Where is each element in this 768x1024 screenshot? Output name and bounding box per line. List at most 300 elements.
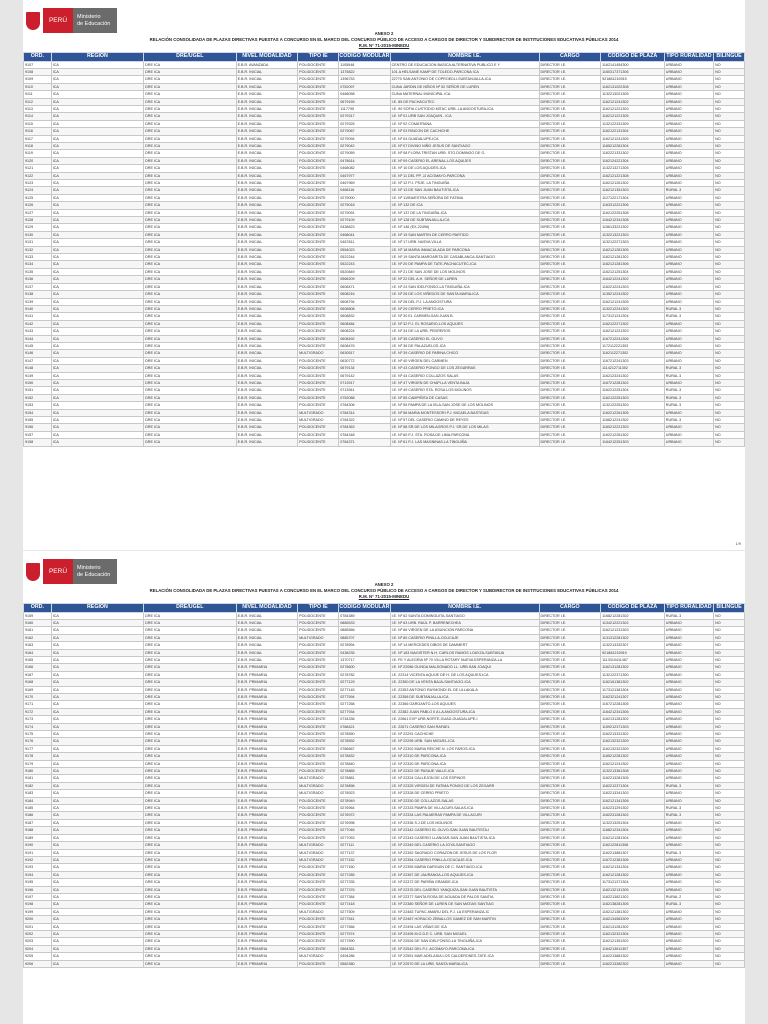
cell-region: ICA bbox=[51, 120, 143, 127]
cell-tipo-ruralidad: URBANO bbox=[664, 231, 713, 238]
cell-nivel-modalidad: E.B.R. INICIAL bbox=[236, 656, 298, 663]
cell-tipo-ie: POLIDOCENTE bbox=[298, 283, 339, 290]
cell-codigo-plaza: 1162121221303 bbox=[601, 328, 665, 335]
cell-nombre-ie: I.E. Nº 26 DE LOS VIÑEDOS DE SANTA MARIA-ICA bbox=[390, 291, 539, 298]
table-row bbox=[24, 150, 745, 157]
cell-codigo-modular: 1117795 bbox=[339, 105, 390, 112]
cell-codigo-plaza: 1162112271302 bbox=[601, 350, 665, 357]
cell-region: ICA bbox=[51, 113, 143, 120]
cell-tipo-ruralidad: URBANO bbox=[664, 342, 713, 349]
cell-tipo-ie: POLIDOCENTE bbox=[298, 819, 339, 826]
cell-nombre-ie: I.E. Nº 22495 M.G.D.E C. URB. SAN MIGUEL bbox=[390, 930, 539, 937]
cell-dre-ugel: DRE ICA bbox=[144, 142, 236, 149]
cell-region: ICA bbox=[51, 812, 143, 819]
column-header-codigo-plaza: CODIGO DE PLAZA bbox=[601, 604, 665, 613]
cell-tipo-ie: POLIDOCENTE bbox=[298, 938, 339, 945]
cell-codigo-modular: 0277934 bbox=[339, 708, 390, 715]
cell-bilingue: NO bbox=[714, 627, 745, 634]
cell-tipo-ruralidad: URBANO bbox=[664, 819, 713, 826]
cell-region: ICA bbox=[51, 239, 143, 246]
cell-codigo-plaza: 1132122251303 bbox=[601, 402, 665, 409]
cell-dre-ugel: DRE ICA bbox=[144, 930, 236, 937]
cell-tipo-ruralidad: RURAL 3 bbox=[664, 805, 713, 812]
cell-dre-ugel: DRE ICA bbox=[144, 113, 236, 120]
cell-bilingue: NO bbox=[714, 313, 745, 320]
cell-tipo-ie: POLIDOCENTE bbox=[298, 128, 339, 135]
cell-region: ICA bbox=[51, 790, 143, 797]
resolution-title: R.M. N° 71-2015-MINEDU bbox=[358, 594, 410, 599]
cell-nivel-modalidad: E.B.R. INICIAL bbox=[236, 135, 298, 142]
cell-ord: 9118 bbox=[24, 142, 52, 149]
cell-codigo-modular: 0494286 bbox=[339, 953, 390, 960]
table-row bbox=[24, 782, 745, 789]
cell-tipo-ruralidad: URBANO bbox=[664, 716, 713, 723]
cell-cargo: DIRECTOR I.E. bbox=[539, 424, 601, 431]
cell-ord: 9147 bbox=[24, 357, 52, 364]
cell-codigo-modular: 0278600 bbox=[339, 664, 390, 671]
cell-codigo-plaza: 1162121351303 bbox=[601, 187, 665, 194]
cell-dre-ugel: DRE ICA bbox=[144, 923, 236, 930]
cell-codigo-modular: 0276972 bbox=[339, 812, 390, 819]
cell-cargo: DIRECTOR I.E. bbox=[539, 753, 601, 760]
cell-codigo-modular: 0522243 bbox=[339, 261, 390, 268]
cell-dre-ugel: DRE ICA bbox=[144, 849, 236, 856]
cell-tipo-ruralidad: URBANO bbox=[664, 431, 713, 438]
cell-nombre-ie: I.E. Nº 22324 CALLEJON DE LOS ESPINOS bbox=[390, 775, 539, 782]
cell-nombre-ie: I.E. Nº 132 DE ICA bbox=[390, 202, 539, 209]
cell-cargo: DIRECTOR I.E. bbox=[539, 217, 601, 224]
cell-bilingue: NO bbox=[714, 930, 745, 937]
cell-nombre-ie: I.E. Nº 57 DEL CASERIO CAMINO DE REYES bbox=[390, 417, 539, 424]
cell-bilingue: NO bbox=[714, 91, 745, 98]
cell-nombre-ie: I.E. Nº 22354 CASERIO PINILLA-OCUCAJE-ICA bbox=[390, 856, 539, 863]
cell-bilingue: NO bbox=[714, 901, 745, 908]
cell-ord: 9178 bbox=[24, 753, 52, 760]
cell-nombre-ie: I.E. Nº 63 URB. RAÚL P. BARRENECHEA bbox=[390, 619, 539, 626]
cell-codigo-modular: 0278881 bbox=[339, 775, 390, 782]
cell-codigo-modular: 0277145 bbox=[339, 686, 390, 693]
cell-ord: 9132 bbox=[24, 246, 52, 253]
cell-codigo-modular: 0278865 bbox=[339, 768, 390, 775]
cell-bilingue: NO bbox=[714, 68, 745, 75]
report-title: RELACIÓN CONSOLIDADA DE PLAZAS DIRECTIVAS PUESTAS A CONCURSO EN EL MARCO DEL CONCURSO PÚBLICO DE ACCESO A CARGOS DE DIRECTOR Y SUBDIRECTOR DE INSTITUCIONES EDUCATIVAS PÚBLICAS 2014 bbox=[149, 37, 619, 42]
cell-cargo: DIRECTOR I.E. bbox=[539, 83, 601, 90]
cell-tipo-ie: MULTIGRADO bbox=[298, 350, 339, 357]
table-row bbox=[24, 379, 745, 386]
table-row bbox=[24, 128, 745, 135]
cell-codigo-modular: 1375822 bbox=[339, 68, 390, 75]
document-titles bbox=[23, 582, 745, 600]
cell-region: ICA bbox=[51, 701, 143, 708]
cell-dre-ugel: DRE ICA bbox=[144, 224, 236, 231]
cell-bilingue: NO bbox=[714, 612, 745, 619]
cell-codigo-plaza: 1134212221302 bbox=[601, 619, 665, 626]
cell-tipo-ie: POLIDOCENTE bbox=[298, 439, 339, 446]
cell-ord: 9171 bbox=[24, 701, 52, 708]
table-row bbox=[24, 760, 745, 767]
cell-nivel-modalidad: E.B.R. INICIAL bbox=[236, 627, 298, 634]
cell-codigo-modular: 0277053 bbox=[339, 834, 390, 841]
cell-nivel-modalidad: E.B.R. PRIMARIA bbox=[236, 893, 298, 900]
cell-nombre-ie: I.E. Nº 80 CASERIO PINILLA-OCUCAJE bbox=[390, 634, 539, 641]
cell-codigo-plaza: 1114212711302 bbox=[601, 365, 665, 372]
cell-ord: 9119 bbox=[24, 150, 52, 157]
cell-region: ICA bbox=[51, 716, 143, 723]
cell-dre-ugel: DRE ICA bbox=[144, 901, 236, 908]
cell-nombre-ie: I.E. Nº 14 MERCEDES DIBOS DE DAMMERT bbox=[390, 642, 539, 649]
cell-nivel-modalidad: E.B.R. INICIAL bbox=[236, 402, 298, 409]
cell-dre-ugel: DRE ICA bbox=[144, 194, 236, 201]
cell-nombre-ie: I.E. Nº 30 EL CARMEN-SAN JUAN B. bbox=[390, 313, 539, 320]
cell-tipo-ruralidad: URBANO bbox=[664, 217, 713, 224]
cell-tipo-ruralidad: URBANO bbox=[664, 797, 713, 804]
cell-dre-ugel: DRE ICA bbox=[144, 945, 236, 952]
cell-tipo-ie: POLIDOCENTE bbox=[298, 731, 339, 738]
cell-nombre-ie: I.E. Nº 22320 DE PARCONA-ICA bbox=[390, 760, 539, 767]
column-header-codigo-plaza: CODIGO DE PLAZA bbox=[601, 53, 665, 62]
cell-codigo-modular: 0277566 bbox=[339, 923, 390, 930]
cell-tipo-ruralidad: URBANO bbox=[664, 871, 713, 878]
cell-tipo-ruralidad: URBANO bbox=[664, 224, 713, 231]
cell-dre-ugel: DRE ICA bbox=[144, 960, 236, 967]
cell-tipo-ruralidad: URBANO bbox=[664, 834, 713, 841]
cell-codigo-modular: 0752088 bbox=[339, 394, 390, 401]
cell-tipo-ruralidad: RURAL 3 bbox=[664, 372, 713, 379]
cell-tipo-ruralidad: URBANO bbox=[664, 350, 713, 357]
cell-codigo-plaza: 1162213341303 bbox=[601, 790, 665, 797]
cell-codigo-modular: 0277335 bbox=[339, 879, 390, 886]
cell-codigo-modular: 0713917 bbox=[339, 379, 390, 386]
cell-tipo-ruralidad: RURAL 3 bbox=[664, 901, 713, 908]
cell-codigo-plaza: 1162132321309 bbox=[601, 745, 665, 752]
cell-ord: 9183 bbox=[24, 790, 52, 797]
table-row bbox=[24, 402, 745, 409]
cell-ord: 9142 bbox=[24, 320, 52, 327]
cell-region: ICA bbox=[51, 827, 143, 834]
cell-nivel-modalidad: E.B.R. INICIAL bbox=[236, 209, 298, 216]
cell-nivel-modalidad: E.B.R. INICIAL bbox=[236, 291, 298, 298]
table-row bbox=[24, 953, 745, 960]
cell-codigo-modular: 0788421 bbox=[339, 723, 390, 730]
cell-dre-ugel: DRE ICA bbox=[144, 805, 236, 812]
cell-tipo-ruralidad: URBANO bbox=[664, 379, 713, 386]
cell-dre-ugel: DRE ICA bbox=[144, 172, 236, 179]
table-row bbox=[24, 76, 745, 83]
cell-ord: 9122 bbox=[24, 172, 52, 179]
cell-codigo-plaza: 1162124221304 bbox=[601, 157, 665, 164]
cell-tipo-ie: MULTIGRADO bbox=[298, 790, 339, 797]
cell-bilingue: NO bbox=[714, 246, 745, 253]
cell-bilingue: NO bbox=[714, 365, 745, 372]
cell-tipo-ie: POLIDOCENTE bbox=[298, 105, 339, 112]
table-row bbox=[24, 960, 745, 967]
cell-ord: 9112 bbox=[24, 98, 52, 105]
cell-nombre-ie: I.E. Nº 58 SR.DE LOS MILAGROS P.J. SR.DE LOS MILAG bbox=[390, 424, 539, 431]
cell-codigo-plaza: 1162212261302 bbox=[601, 431, 665, 438]
table-row bbox=[24, 879, 745, 886]
cell-ord: 9204 bbox=[24, 945, 52, 952]
cell-region: ICA bbox=[51, 231, 143, 238]
table-row bbox=[24, 693, 745, 700]
table-row bbox=[24, 239, 745, 246]
cell-tipo-ie: POLIDOCENTE bbox=[298, 357, 339, 364]
cell-codigo-plaza: 1162121251304 bbox=[601, 268, 665, 275]
cell-cargo: DIRECTOR I.E. bbox=[539, 893, 601, 900]
cell-region: ICA bbox=[51, 379, 143, 386]
cell-dre-ugel: DRE ICA bbox=[144, 128, 236, 135]
cell-region: ICA bbox=[51, 916, 143, 923]
cell-ord: 9150 bbox=[24, 379, 52, 386]
cell-ord: 9172 bbox=[24, 708, 52, 715]
cell-tipo-ie: POLIDOCENTE bbox=[298, 291, 339, 298]
cell-nivel-modalidad: E.B.R. PRIMARIA bbox=[236, 945, 298, 952]
cell-nivel-modalidad: E.B.R. PRIMARIA bbox=[236, 953, 298, 960]
cell-bilingue: NO bbox=[714, 827, 745, 834]
cell-bilingue: NO bbox=[714, 708, 745, 715]
cell-nombre-ie: I.E. FE Y ALEGRIA Nº 70 VILLA ROTARY NUEVA ESPERANZA-LA bbox=[390, 656, 539, 663]
cell-nombre-ie: I.E. 22382 JUAN PABLO II A LA ANGOSTURA-ICA bbox=[390, 708, 539, 715]
cell-nivel-modalidad: E.B.R. PRIMARIA bbox=[236, 693, 298, 700]
cell-region: ICA bbox=[51, 753, 143, 760]
cell-codigo-plaza: 1162131281302 bbox=[601, 664, 665, 671]
cell-cargo: DIRECTOR I.E. bbox=[539, 105, 601, 112]
cell-region: ICA bbox=[51, 693, 143, 700]
cell-dre-ugel: DRE ICA bbox=[144, 254, 236, 261]
cell-codigo-plaza: 1162121241305 bbox=[601, 298, 665, 305]
cell-nombre-ie: I.E. Nº 07 DIVINO NIÑO JESUS DE SANTIAGO bbox=[390, 142, 539, 149]
cell-nombre-ie: I.E. Nº 60 P.J. STA. ROSA DE LIMA-PARCONA bbox=[390, 431, 539, 438]
cell-dre-ugel: DRE ICA bbox=[144, 187, 236, 194]
cell-tipo-ruralidad: URBANO bbox=[664, 908, 713, 915]
cell-dre-ugel: DRE ICA bbox=[144, 409, 236, 416]
cell-nombre-ie: I.E. 22350 DE LA VENTA BAJA-SANTIAGO-ICA bbox=[390, 679, 539, 686]
cell-tipo-ie: MULTIGRADO bbox=[298, 842, 339, 849]
cell-tipo-ie: POLIDOCENTE bbox=[298, 165, 339, 172]
cell-nivel-modalidad: E.B.R. INICIAL bbox=[236, 105, 298, 112]
cell-tipo-ruralidad: URBANO bbox=[664, 775, 713, 782]
cell-region: ICA bbox=[51, 313, 143, 320]
cell-ord: 9143 bbox=[24, 328, 52, 335]
cell-region: ICA bbox=[51, 805, 143, 812]
cell-bilingue: NO bbox=[714, 797, 745, 804]
cell-region: ICA bbox=[51, 679, 143, 686]
cell-codigo-modular: 0885707 bbox=[339, 634, 390, 641]
table-row bbox=[24, 827, 745, 834]
cell-cargo: DIRECTOR I.E. bbox=[539, 142, 601, 149]
cell-cargo: DIRECTOR I.E. bbox=[539, 649, 601, 656]
cell-tipo-ie: MULTIGRADO bbox=[298, 953, 339, 960]
page-header bbox=[23, 551, 745, 603]
cell-codigo-plaza: 1162221331302 bbox=[601, 150, 665, 157]
cell-cargo: DIRECTOR I.E. bbox=[539, 731, 601, 738]
cell-bilingue: NO bbox=[714, 83, 745, 90]
column-header-nombre-ie: NOMBRE I.E. bbox=[390, 604, 539, 613]
cell-tipo-ruralidad: URBANO bbox=[664, 172, 713, 179]
cell-cargo: DIRECTOR I.E. bbox=[539, 953, 601, 960]
cell-codigo-plaza: 1162131281302 bbox=[601, 923, 665, 930]
cell-tipo-ie: POLIDOCENTE bbox=[298, 805, 339, 812]
cell-dre-ugel: DRE ICA bbox=[144, 387, 236, 394]
cell-region: ICA bbox=[51, 930, 143, 937]
cell-bilingue: NO bbox=[714, 864, 745, 871]
cell-dre-ugel: DRE ICA bbox=[144, 642, 236, 649]
table-row bbox=[24, 901, 745, 908]
cell-codigo-modular: 0278840 bbox=[339, 760, 390, 767]
cell-tipo-ie: POLIDOCENTE bbox=[298, 693, 339, 700]
cell-bilingue: NO bbox=[714, 424, 745, 431]
table-row bbox=[24, 723, 745, 730]
cell-codigo-plaza: 1162131281302 bbox=[601, 716, 665, 723]
column-header-dre-ugel: DRE/UGEL bbox=[144, 604, 236, 613]
logo-peru-label: PERÚ bbox=[43, 8, 73, 33]
cell-nivel-modalidad: E.B.R. PRIMARIA bbox=[236, 856, 298, 863]
cell-ord: 9157 bbox=[24, 431, 52, 438]
cell-codigo-modular: 0277590 bbox=[339, 938, 390, 945]
table-row bbox=[24, 656, 745, 663]
cell-tipo-ruralidad: URBANO bbox=[664, 142, 713, 149]
logo-ministry-line2: de Educación bbox=[77, 571, 111, 578]
cell-cargo: DIRECTOR I.E. bbox=[539, 738, 601, 745]
cell-region: ICA bbox=[51, 194, 143, 201]
cell-nivel-modalidad: E.B.R. PRIMARIA bbox=[236, 827, 298, 834]
cell-cargo: DIRECTOR I.E. bbox=[539, 313, 601, 320]
cell-dre-ugel: DRE ICA bbox=[144, 276, 236, 283]
cell-cargo: DIRECTOR I.E. bbox=[539, 239, 601, 246]
cell-bilingue: NO bbox=[714, 619, 745, 626]
cell-dre-ugel: DRE ICA bbox=[144, 775, 236, 782]
cell-cargo: DIRECTOR I.E. bbox=[539, 335, 601, 342]
cell-cargo: DIRECTOR I.E. bbox=[539, 298, 601, 305]
cell-dre-ugel: DRE ICA bbox=[144, 202, 236, 209]
cell-ord: 9148 bbox=[24, 365, 52, 372]
cell-nivel-modalidad: E.B.R. INICIAL bbox=[236, 261, 298, 268]
table-row bbox=[24, 298, 745, 305]
cell-bilingue: NO bbox=[714, 938, 745, 945]
cell-codigo-plaza: 1162321241307 bbox=[601, 693, 665, 700]
cell-cargo: DIRECTOR I.E. bbox=[539, 246, 601, 253]
cell-tipo-ruralidad: URBANO bbox=[664, 686, 713, 693]
cell-bilingue: NO bbox=[714, 209, 745, 216]
cell-codigo-modular: 0276998 bbox=[339, 819, 390, 826]
cell-bilingue: NO bbox=[714, 945, 745, 952]
table-row bbox=[24, 365, 745, 372]
cell-region: ICA bbox=[51, 782, 143, 789]
cell-ord: 9129 bbox=[24, 224, 52, 231]
cell-codigo-plaza: 1162213821302 bbox=[601, 893, 665, 900]
cell-nombre-ie: I.E. Nº 22336 S.J.DE LOS MOLINOS bbox=[390, 819, 539, 826]
column-header-nivel-modalidad: NIVEL MODALIDAD bbox=[236, 53, 298, 62]
cell-cargo: DIRECTOR I.E. bbox=[539, 797, 601, 804]
cell-codigo-modular: 0786667 bbox=[339, 745, 390, 752]
cell-codigo-plaza: 1131312281302 bbox=[601, 634, 665, 641]
cell-region: ICA bbox=[51, 738, 143, 745]
report-title: RELACIÓN CONSOLIDADA DE PLAZAS DIRECTIVAS PUESTAS A CONCURSO EN EL MARCO DEL CONCURSO PÚBLICO DE ACCESO A CARGOS DE DIRECTOR Y SUBDIRECTOR DE INSTITUCIONES EDUCATIVAS PÚBLICAS 2014 bbox=[149, 588, 619, 593]
cell-nombre-ie: I.E. 22366 GARGANTO-LOS AQUIJES bbox=[390, 701, 539, 708]
table-row bbox=[24, 893, 745, 900]
cell-tipo-ruralidad: URBANO bbox=[664, 842, 713, 849]
cell-nombre-ie: I.E. Nº 29 CERRO PRIETO-ICA bbox=[390, 305, 539, 312]
cell-tipo-ruralidad: URBANO bbox=[664, 619, 713, 626]
cell-nombre-ie: I.E. Nº 22342 CASERIO EL OLIVO-SAN JUAN BAUTISTA-I bbox=[390, 827, 539, 834]
cell-codigo-plaza: 1162212251304 bbox=[601, 387, 665, 394]
cell-cargo: DIRECTOR I.E. bbox=[539, 268, 601, 275]
cell-codigo-plaza: 1162134563309 bbox=[601, 916, 665, 923]
cell-nombre-ie: I.E. Nº 22380 SEÑOR DE LUREN DE SAN MATIAS SANTIAG bbox=[390, 901, 539, 908]
cell-tipo-ie: POLIDOCENTE bbox=[298, 768, 339, 775]
cell-nombre-ie: I.E. Nº 61 P.J. LAS MAGNINAS-LA TINGUIÑA bbox=[390, 439, 539, 446]
cell-bilingue: NO bbox=[714, 202, 745, 209]
cell-codigo-plaza: 1167212381306 bbox=[601, 856, 665, 863]
cell-tipo-ruralidad: URBANO bbox=[664, 960, 713, 967]
cell-tipo-ruralidad: URBANO bbox=[664, 157, 713, 164]
cell-bilingue: NO bbox=[714, 923, 745, 930]
cell-dre-ugel: DRE ICA bbox=[144, 679, 236, 686]
cell-cargo: DIRECTOR I.E. bbox=[539, 856, 601, 863]
cell-cargo: DIRECTOR I.E. bbox=[539, 938, 601, 945]
cell-tipo-ie: POLIDOCENTE bbox=[298, 180, 339, 187]
table-row bbox=[24, 431, 745, 438]
cell-ord: 9154 bbox=[24, 409, 52, 416]
cell-nombre-ie: I.E. Nº 22367 DE JAURANGA-LOS AQUIJES-ICA bbox=[390, 871, 539, 878]
cell-dre-ugel: DRE ICA bbox=[144, 365, 236, 372]
cell-nombre-ie: I.E. Nº 22542 DEL P.J. ACOMAYO-PARCONA-ICA bbox=[390, 945, 539, 952]
cell-codigo-modular: 0608476 bbox=[339, 342, 390, 349]
cell-tipo-ruralidad: URBANO bbox=[664, 276, 713, 283]
cell-codigo-plaza: 1159212371303 bbox=[601, 723, 665, 730]
cell-nombre-ie: I.E. Nº 08 FLORA TRISTAN URB. STO.DOMINGO DE G. bbox=[390, 150, 539, 157]
cell-cargo: DIRECTOR I.E. bbox=[539, 745, 601, 752]
table-row bbox=[24, 61, 745, 68]
cell-ord: 9167 bbox=[24, 671, 52, 678]
cell-cargo: DIRECTOR I.E. bbox=[539, 708, 601, 715]
cell-nombre-ie: I.E. Nº 40 VIRGEN DEL CARMEN bbox=[390, 357, 539, 364]
cell-dre-ugel: DRE ICA bbox=[144, 135, 236, 142]
column-header-nombre-ie: NOMBRE I.E. bbox=[390, 53, 539, 62]
cell-tipo-ie: POLIDOCENTE bbox=[298, 372, 339, 379]
cell-codigo-modular: 0279067 bbox=[339, 128, 390, 135]
minedu-logo bbox=[23, 8, 117, 33]
cell-nombre-ie: I.E. Nº 01 URB SAN JOAQUIN - ICA bbox=[390, 113, 539, 120]
cell-bilingue: NO bbox=[714, 305, 745, 312]
cell-tipo-ie: POLIDOCENTE bbox=[298, 268, 339, 275]
cell-nombre-ie: I.E. Nº 13 DE SAN JUAN BAUTISTA-ICA bbox=[390, 187, 539, 194]
cell-cargo: DIRECTOR I.E. bbox=[539, 960, 601, 967]
cell-cargo: DIRECTOR I.E. bbox=[539, 291, 601, 298]
cell-tipo-ie: POLIDOCENTE bbox=[298, 91, 339, 98]
cell-tipo-ie: POLIDOCENTE bbox=[298, 871, 339, 878]
table-row bbox=[24, 387, 745, 394]
cell-dre-ugel: DRE ICA bbox=[144, 731, 236, 738]
cell-tipo-ruralidad: URBANO bbox=[664, 194, 713, 201]
cell-tipo-ruralidad: URBANO bbox=[664, 105, 713, 112]
cell-nombre-ie: I.E. Nº 22494 LAS VIÑAS DE ICA bbox=[390, 923, 539, 930]
cell-tipo-ruralidad: URBANO bbox=[664, 642, 713, 649]
cell-codigo-modular: 0277111 bbox=[339, 842, 390, 849]
cell-nombre-ie: I.E. 22358 DE SUBTANJALLA-ICA bbox=[390, 693, 539, 700]
cell-nombre-ie: I.E. Nº 22 DEL A.H. SEÑOR DE LUREN bbox=[390, 276, 539, 283]
cell-bilingue: NO bbox=[714, 276, 745, 283]
cell-tipo-ie: POLIDOCENTE bbox=[298, 649, 339, 656]
cell-bilingue: NO bbox=[714, 634, 745, 641]
cell-codigo-plaza: 1132212241302 bbox=[601, 305, 665, 312]
cell-codigo-plaza: 1162121241302 bbox=[601, 760, 665, 767]
cell-region: ICA bbox=[51, 431, 143, 438]
cell-tipo-ie: POLIDOCENTE bbox=[298, 61, 339, 68]
table-row bbox=[24, 619, 745, 626]
cell-tipo-ruralidad: URBANO bbox=[664, 254, 713, 261]
cell-codigo-modular: 0679134 bbox=[339, 365, 390, 372]
cell-region: ICA bbox=[51, 328, 143, 335]
